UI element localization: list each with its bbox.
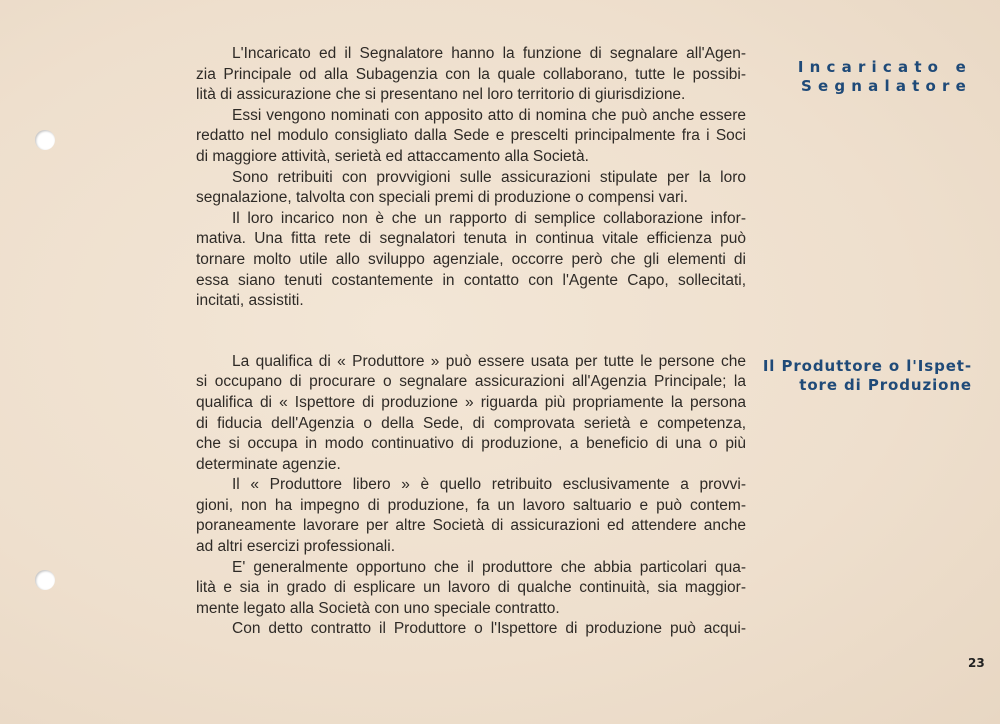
- text-line: segnalazione, talvolta con speciali premi di produzione o compensi vari.: [196, 189, 688, 207]
- text-line: di maggiore attività, serietà ed attaccamento alla Società.: [196, 147, 589, 165]
- text-line: tornare molto utile allo sviluppo agenziale, occorre però che gli elementi di: [196, 250, 746, 268]
- paragraph: [196, 352, 746, 476]
- text-line: determinate agenzie.: [196, 455, 341, 473]
- paragraph: [196, 619, 746, 640]
- margin-title-line: Segnalatore: [800, 77, 972, 95]
- page-number: 23: [968, 656, 985, 670]
- binder-hole: [35, 130, 55, 150]
- text-line: lità e sia in grado di esplicare un lavoro di qualche continuità, sia maggior-: [196, 579, 746, 597]
- text-line: Il loro incarico non è che un rapporto di semplice collaborazione infor-: [232, 209, 746, 227]
- text-line: Con detto contratto il Produttore o l'Ispettore di produzione può acqui-: [232, 620, 746, 638]
- margin-title-incaricato: [798, 58, 972, 96]
- paragraph: [196, 475, 746, 557]
- paragraph: [196, 168, 746, 209]
- text-line: si occupano di procurare o segnalare assicurazioni all'Agenzia Principale; la: [196, 373, 746, 391]
- margin-title-line: tore di Produzione: [799, 376, 972, 394]
- paragraph: [196, 106, 746, 168]
- section-gap: [196, 312, 746, 352]
- paragraph: [196, 558, 746, 620]
- text-line: essa siano tenuti costantemente in contatto con l'Agente Capo, sollecitati,: [196, 271, 746, 289]
- paragraph: [196, 209, 746, 312]
- text-line: ad altri esercizi professionali.: [196, 538, 396, 556]
- margin-title-line: Incaricato e: [797, 58, 972, 76]
- body-text: [196, 44, 746, 640]
- text-line: mente legato alla Società con uno speciale contratto.: [196, 599, 560, 617]
- text-line: zia Principale od alla Subagenzia con la quale collaborano, tutte le possibi-: [196, 65, 746, 83]
- text-line: qualifica di « Ispettore di produzione » riguarda più propriamente la persona: [196, 393, 746, 411]
- text-line: incitati, assistiti.: [196, 292, 304, 310]
- margin-title-line: Il Produttore o l'Ispet-: [762, 357, 972, 375]
- text-line: mativa. Una fitta rete di segnalatori tenuta in continua vitale efficienza può: [196, 230, 746, 248]
- text-line: L'Incaricato ed il Segnalatore hanno la funzione di segnalare all'Agen-: [232, 45, 746, 62]
- text-line: Essi vengono nominati con apposito atto di nomina che può anche essere: [232, 106, 746, 124]
- text-line: che si occupa in modo continuativo di produzione, a beneficio di una o più: [196, 435, 746, 453]
- binder-hole: [35, 570, 55, 590]
- text-line: Il « Produttore libero » è quello retribuito esclusivamente a provvi-: [232, 476, 746, 494]
- text-line: La qualifica di « Produttore » può essere usata per tutte le persone che: [232, 352, 746, 370]
- text-line: redatto nel modulo consigliato dalla Sede e prescelti principalmente fra i Soci: [196, 127, 746, 145]
- text-line: lità di assicurazione che si presentano nel loro territorio di giurisdizione.: [196, 86, 686, 104]
- text-line: E' generalmente opportuno che il produttore che abbia particolari qua-: [232, 558, 746, 576]
- text-line: poraneamente lavorare per altre Società di assicurazioni ed attendere anche: [196, 517, 746, 535]
- margin-title-produttore: [763, 357, 972, 395]
- text-line: Sono retribuiti con provvigioni sulle assicurazioni stipulate per la loro: [232, 168, 746, 186]
- paragraph: [196, 44, 746, 106]
- text-line: gioni, non ha impegno di produzione, fa un lavoro saltuario e può contem-: [196, 496, 746, 514]
- text-line: di fiducia dell'Agenzia o della Sede, di comprovata serietà e competenza,: [196, 414, 746, 432]
